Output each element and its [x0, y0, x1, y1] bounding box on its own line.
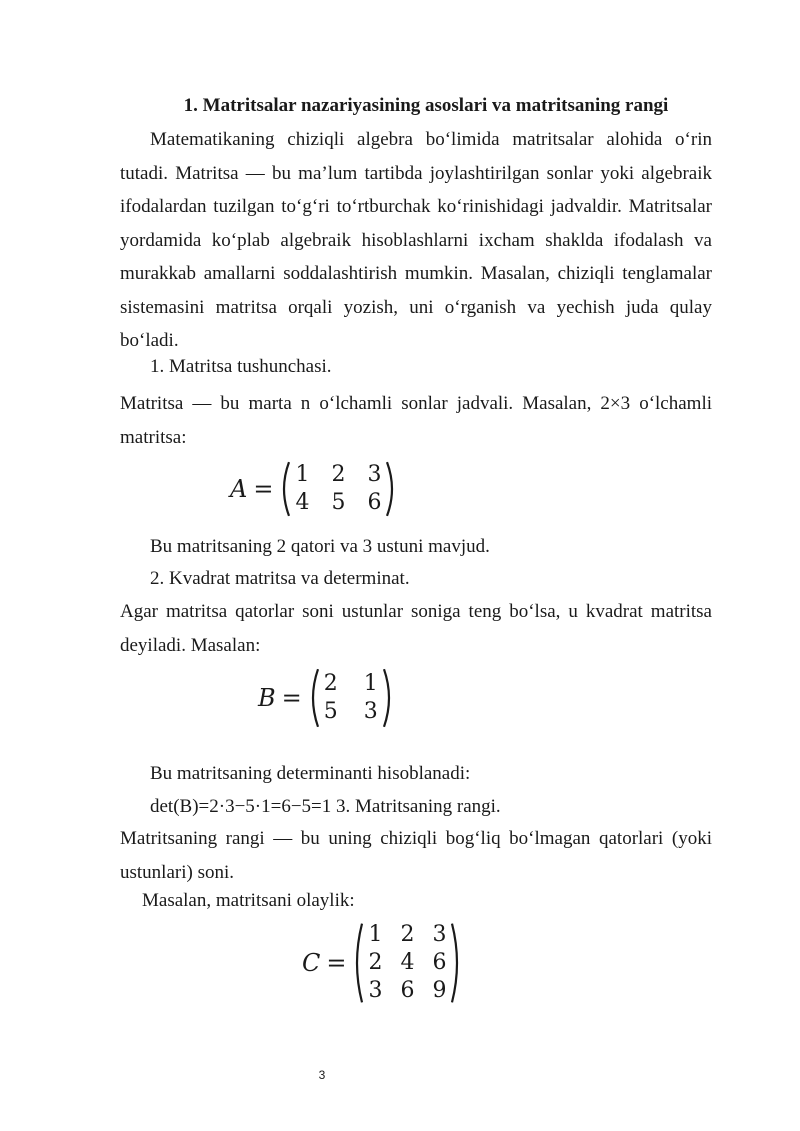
matrix-b-name: B	[258, 684, 276, 712]
matrix-cell: 6	[432, 950, 447, 975]
left-paren	[306, 668, 320, 728]
matrix-a-name: A	[230, 475, 248, 503]
matrix-cell: 4	[295, 490, 310, 515]
matrix-cell: 9	[432, 978, 447, 1003]
section1-text: Matritsa — bu marta n o‘lchamli sonlar jadvali. Masalan, 2×3 o‘lchamli matritsa:	[120, 393, 712, 448]
matrix-cell: 2	[400, 922, 415, 947]
matrix-cell: 1	[368, 922, 383, 947]
matrix-cell: 5	[331, 490, 346, 515]
page-number: 3	[318, 1068, 326, 1082]
matrix-b-equals: =	[281, 684, 302, 712]
rank-definition: Matritsaning rangi — bu uning chiziqli bog‘liq bo‘lmagan qatorlari (yoki ustunlari) soni.	[120, 828, 712, 883]
matrix-cell: 6	[367, 490, 382, 515]
matrix-cell: 3	[368, 978, 383, 1003]
example-line: Masalan, matritsani olaylik:	[142, 890, 355, 911]
matrix-cell: 6	[400, 978, 415, 1003]
left-paren	[350, 922, 364, 1004]
matrix-a	[230, 461, 399, 517]
matrix-b	[258, 668, 396, 728]
right-paren	[385, 461, 399, 517]
matrix-a-grid	[291, 462, 385, 516]
intro-paragraph: Matematikaning chiziqli algebra bo‘limida matritsalar alohida o‘rin tutadi. Matritsa — bu ma’lum tartibda joylashtirilgan sonlar yoki algebraik ifodalardan tuzilgan to‘g‘ri to‘rtburchak ko‘rinishidagi jadvaldir. Matritsalar yordamida ko‘plab algebraik hisoblashlarni ixcham shaklda ifodalash va murakkab amallarni soddalashtirish mumkin. Masalan, chiziqli tenglamalar sistemasini matritsa orqali yozish, uni o‘rganish va yechish juda qulay bo‘ladi.	[120, 129, 712, 351]
matrix-cell: 2	[331, 462, 346, 487]
matrix-c-grid	[364, 922, 450, 1004]
matrix-cell: 3	[367, 462, 382, 487]
determinant-line: det(B)=2·3−5·1=6−5=1 3. Matritsaning rangi.	[150, 796, 501, 817]
section2-text: Agar matritsa qatorlar soni ustunlar soniga teng bo‘lsa, u kvadrat matritsa deyiladi. Masalan:	[120, 601, 712, 656]
section1-title: 1. Matritsa tushunchasi.	[150, 356, 332, 377]
matrix-cell: 2	[323, 671, 338, 696]
matrix-a-equals: =	[253, 475, 274, 503]
matrix-a-note: Bu matritsaning 2 qatori va 3 ustuni mavjud.	[150, 536, 490, 557]
right-paren	[450, 922, 464, 1004]
right-paren	[382, 668, 396, 728]
matrix-b-grid	[320, 671, 382, 725]
left-paren	[277, 461, 291, 517]
matrix-cell: 5	[323, 699, 338, 724]
matrix-cell: 3	[363, 699, 378, 724]
matrix-cell: 4	[400, 950, 415, 975]
section2-title: 2. Kvadrat matritsa va determinat.	[150, 568, 410, 589]
matrix-c	[302, 922, 464, 1004]
section-heading: 1. Matritsalar nazariyasining asoslari va matritsaning rangi	[183, 95, 669, 116]
matrix-cell: 1	[295, 462, 310, 487]
matrix-c-equals: =	[326, 949, 347, 977]
matrix-cell: 3	[432, 922, 447, 947]
determinant-note: Bu matritsaning determinanti hisoblanadi:	[150, 763, 471, 784]
matrix-cell: 2	[368, 950, 383, 975]
matrix-c-name: C	[302, 949, 321, 977]
matrix-cell: 1	[363, 671, 378, 696]
